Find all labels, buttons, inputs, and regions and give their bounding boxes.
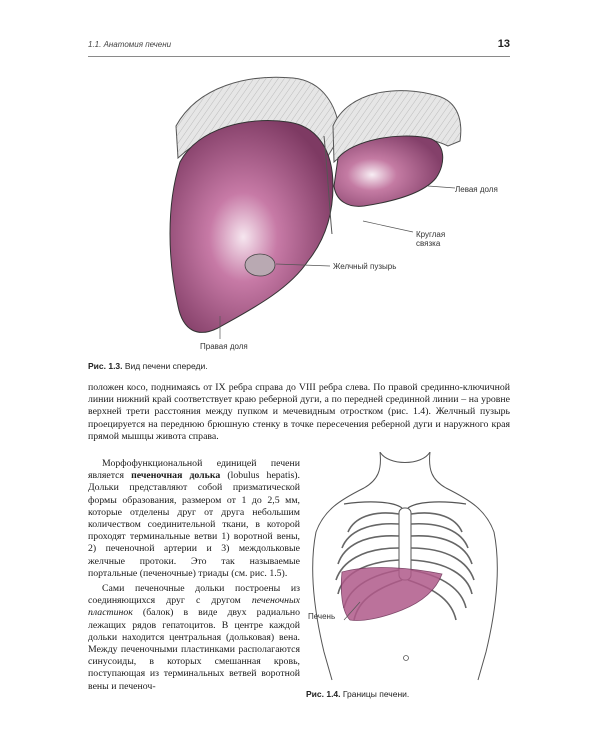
right-lobe (170, 121, 333, 333)
p3-before: Сами печеночные дольки построены из соединяющихся друг с другом (88, 583, 300, 607)
label-liver: Печень (308, 612, 336, 621)
paragraph-3 (88, 583, 300, 693)
figure-1-4-caption (306, 689, 409, 699)
p2-before: Морфофункциональной единицей печени является (88, 458, 300, 482)
torso-liver-boundaries-illustration (302, 452, 508, 682)
p2-term: печеночная долька (131, 470, 221, 482)
navel (404, 656, 409, 661)
caption-text: Границы печени. (340, 689, 410, 699)
paragraph-2 (88, 458, 300, 580)
p3-after: (балок) в виде двух радиально лежащих рядов гепатоцитов. В центре каждой дольки находится центральная (дольковая) вена. Между печеночными пластинками располагаются синусоиды, в которых смешанная кровь, поступающая из терминальных ветвей воротной вены и печеноч- (88, 607, 300, 692)
page-header (88, 38, 510, 57)
caption-number: Рис. 1.3. (88, 361, 123, 371)
p3-term: печеночных пластинок (88, 595, 300, 619)
caption-text: Вид печени спереди. (122, 361, 208, 371)
caption-number: Рис. 1.4. (306, 689, 341, 699)
label-right-lobe: Правая доля (200, 342, 248, 351)
page-number: 13 (497, 38, 510, 50)
paragraph-1: положен косо, поднимаясь от IX ребра справа до VIII ребра слева. По правой срединно-ключичной линии нижний край соответствует краю реберной дуги, а по передней срединной линии – на уровне верхней трети расстояния между пупком и мечевидным отростком (рис. 1.4). Желчный пузырь проецируется на переднюю брюшную стенку в точке пересечения реберной дуги и наружного края прямой мышцы живота справа. (88, 382, 510, 442)
label-gallbladder: Желчный пузырь (333, 262, 397, 271)
liver-anterior-illustration (128, 66, 512, 366)
p2-after: (lobulus hepatis). Дольки представляют собой призматической формы образования, размером от 1 до 2,5 мм, которые отделены друг от друга небольшим количеством соединительной ткани, в которой проходят терминальные ветви 1) воротной вены, 2) печеночной артерии и 3) междольковые желчные протоки. Это так называемые портальные (печеночные) триады (см. рис. 1.5). (88, 470, 301, 579)
figure-1-3-caption (88, 361, 208, 371)
label-left-lobe: Левая доля (455, 185, 498, 194)
running-title: 1.1. Анатомия печени (88, 40, 172, 49)
liver-projection (341, 568, 442, 621)
gallbladder (245, 254, 275, 276)
label-round-ligament: Круглая связка (416, 230, 446, 249)
